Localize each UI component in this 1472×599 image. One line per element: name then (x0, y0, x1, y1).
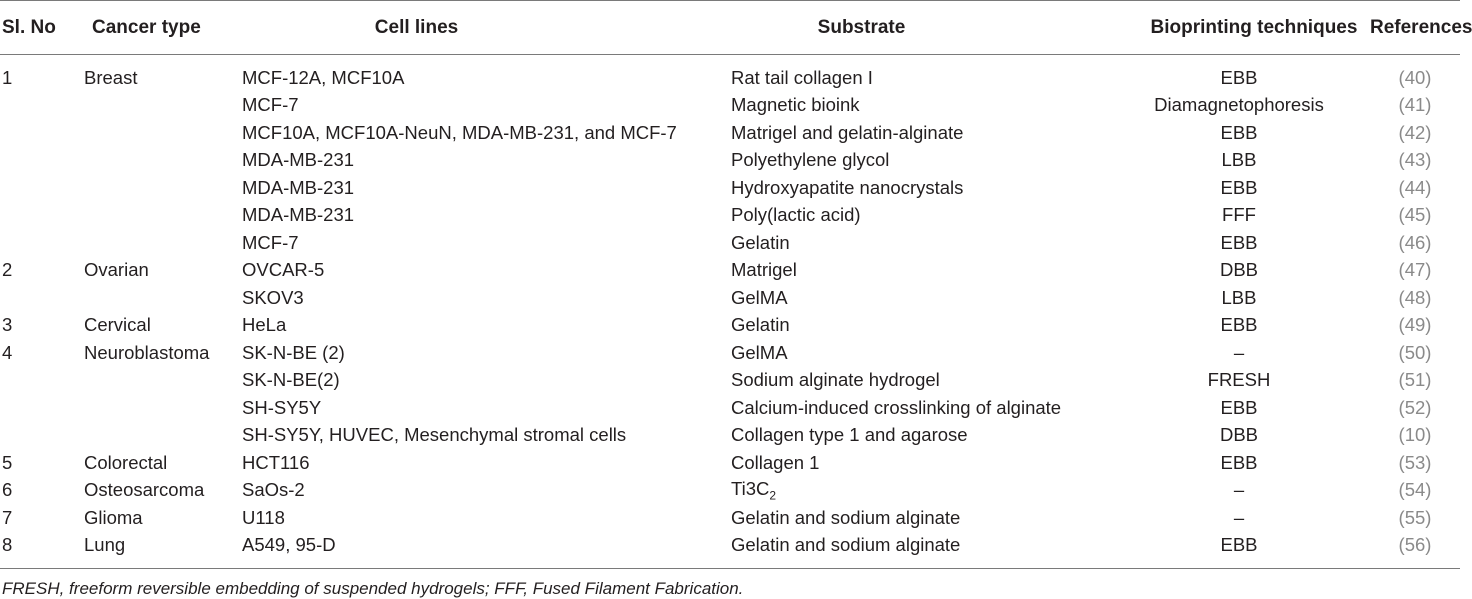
cell-cancer-type: Neuroblastoma (84, 341, 210, 363)
table-row (0, 64, 1460, 92)
cell-cancer-type: Lung (84, 534, 126, 556)
cell-cell-lines: SH-SY5Y (242, 396, 322, 418)
cell-substrate: Polyethylene glycol (731, 149, 890, 171)
cell-reference: (40) (1398, 66, 1432, 88)
table-row (0, 422, 1460, 450)
cell-sl-no: 6 (2, 479, 13, 501)
table-row (0, 477, 1460, 505)
cell-reference: (55) (1398, 506, 1432, 528)
cell-substrate: Collagen type 1 and agarose (731, 424, 968, 446)
cell-reference: (44) (1398, 176, 1432, 198)
cell-sl-no: 5 (2, 451, 13, 473)
table-row (0, 312, 1460, 340)
cell-reference: (50) (1398, 341, 1432, 363)
cell-substrate: Calcium-induced crosslinking of alginate (731, 396, 1062, 418)
cell-technique: EBB (1220, 121, 1258, 143)
table-header (0, 1, 1472, 54)
cell-substrate: Gelatin (731, 231, 790, 253)
cell-sl-no: 4 (2, 341, 13, 363)
cell-reference: (43) (1398, 149, 1432, 171)
cell-substrate: $Ti3C_2$ (731, 477, 777, 503)
cell-cancer-type: Glioma (84, 506, 143, 528)
cell-sl-no: 8 (2, 534, 13, 556)
cell-substrate: Sodium alginate hydrogel (731, 369, 940, 391)
cell-cell-lines: HeLa (242, 314, 287, 336)
cell-substrate: Hydroxyapatite nanocrystals (731, 176, 964, 198)
cell-substrate: Collagen 1 (731, 451, 820, 473)
cell-sl-no: 7 (2, 506, 13, 528)
cell-cancer-type: Ovarian (84, 259, 149, 281)
cell-cell-lines: SH-SY5Y, HUVEC, Mesenchymal stromal cells (242, 424, 627, 446)
header-cell-lines: Cell lines (374, 16, 459, 38)
cell-technique: EBB (1220, 534, 1258, 556)
cell-reference: (49) (1398, 314, 1432, 336)
cell-technique: – (1233, 341, 1245, 363)
cell-cell-lines: SK-N-BE (2) (242, 341, 345, 363)
cell-cell-lines: A549, 95-D (242, 534, 336, 556)
table-row (0, 119, 1460, 147)
cell-cell-lines: SKOV3 (242, 286, 304, 308)
cell-cancer-type: Cervical (84, 314, 151, 336)
cell-substrate: GelMA (731, 341, 788, 363)
cell-reference: (41) (1398, 94, 1432, 116)
table-row (0, 174, 1460, 202)
header-cancer-type: Cancer type (92, 16, 201, 38)
cell-substrate: Rat tail collagen I (731, 66, 873, 88)
cell-cell-lines: OVCAR-5 (242, 259, 325, 281)
cell-substrate: Gelatin (731, 314, 790, 336)
table-row (0, 339, 1460, 367)
cell-reference: (45) (1398, 204, 1432, 226)
header-references: References (1370, 16, 1472, 38)
cell-technique: FRESH (1207, 369, 1271, 391)
cell-cancer-type: Breast (84, 66, 138, 88)
cell-technique: EBB (1220, 66, 1258, 88)
substrate-subscript: 2 (769, 488, 777, 503)
cell-substrate: Matrigel (731, 259, 797, 281)
cell-substrate: Gelatin and sodium alginate (731, 506, 961, 528)
cell-technique: DBB (1219, 259, 1259, 281)
cell-cell-lines: SaOs-2 (242, 479, 305, 501)
cell-reference: (10) (1398, 424, 1432, 446)
cell-reference: (56) (1398, 534, 1432, 556)
cell-reference: (47) (1398, 259, 1432, 281)
cell-reference: (52) (1398, 396, 1432, 418)
cell-technique: EBB (1220, 396, 1258, 418)
cell-technique: Diamagnetophoresis (1154, 94, 1324, 116)
table-row (0, 92, 1460, 120)
table-row (0, 202, 1460, 230)
cell-substrate: Magnetic bioink (731, 94, 860, 116)
table-body (0, 55, 1460, 568)
header-substrate: Substrate (817, 16, 906, 38)
cell-technique: LBB (1221, 286, 1257, 308)
cell-reference: (54) (1398, 479, 1432, 501)
cell-cell-lines: MDA-MB-231 (242, 149, 355, 171)
cell-technique: – (1233, 479, 1245, 501)
cell-cell-lines: MDA-MB-231 (242, 176, 355, 198)
header-sl-no: Sl. No (2, 16, 56, 38)
cell-substrate: GelMA (731, 286, 788, 308)
cell-substrate: Gelatin and sodium alginate (731, 534, 961, 556)
table-row (0, 284, 1460, 312)
cell-technique: EBB (1220, 176, 1258, 198)
table-row (0, 532, 1460, 560)
cell-cell-lines: MDA-MB-231 (242, 204, 355, 226)
table-row (0, 367, 1460, 395)
table-row (0, 504, 1460, 532)
cell-sl-no: 3 (2, 314, 13, 336)
table-row (0, 257, 1460, 285)
cell-cell-lines: MCF-12A, MCF10A (242, 66, 405, 88)
cell-reference: (48) (1398, 286, 1432, 308)
cell-substrate: Matrigel and gelatin-alginate (731, 121, 964, 143)
table-row (0, 394, 1460, 422)
cell-cell-lines: MCF-7 (242, 231, 299, 253)
table-row (0, 147, 1460, 175)
cell-reference: (42) (1398, 121, 1432, 143)
table-row (0, 449, 1460, 477)
cell-reference: (46) (1398, 231, 1432, 253)
cell-cell-lines: HCT116 (242, 451, 310, 473)
cell-cell-lines: MCF-7 (242, 94, 299, 116)
cell-reference: (51) (1398, 369, 1432, 391)
cell-cancer-type: Osteosarcoma (84, 479, 205, 501)
cell-cell-lines: MCF10A, MCF10A-NeuN, MDA-MB-231, and MCF-7 (242, 121, 677, 143)
cell-cancer-type: Colorectal (84, 451, 168, 473)
cell-technique: LBB (1221, 149, 1257, 171)
cell-technique: – (1233, 506, 1245, 528)
cell-technique: EBB (1220, 451, 1258, 473)
cell-reference: (53) (1398, 451, 1432, 473)
cell-substrate: Poly(lactic acid) (731, 204, 861, 226)
cell-technique: FFF (1222, 204, 1256, 226)
cell-cell-lines: U118 (242, 506, 285, 528)
header-bioprinting-techniques: Bioprinting techniques (1150, 16, 1358, 38)
table-footnote: FRESH, freeform reversible embedding of suspended hydrogels; FFF, Fused Filament Fabrication. (2, 579, 744, 598)
cell-technique: DBB (1219, 424, 1259, 446)
cell-cell-lines: SK-N-BE(2) (242, 369, 340, 391)
cell-technique: EBB (1220, 314, 1258, 336)
cell-sl-no: 2 (2, 259, 13, 281)
cell-sl-no: 1 (2, 66, 13, 88)
cell-technique: EBB (1220, 231, 1258, 253)
table-row (0, 229, 1460, 257)
